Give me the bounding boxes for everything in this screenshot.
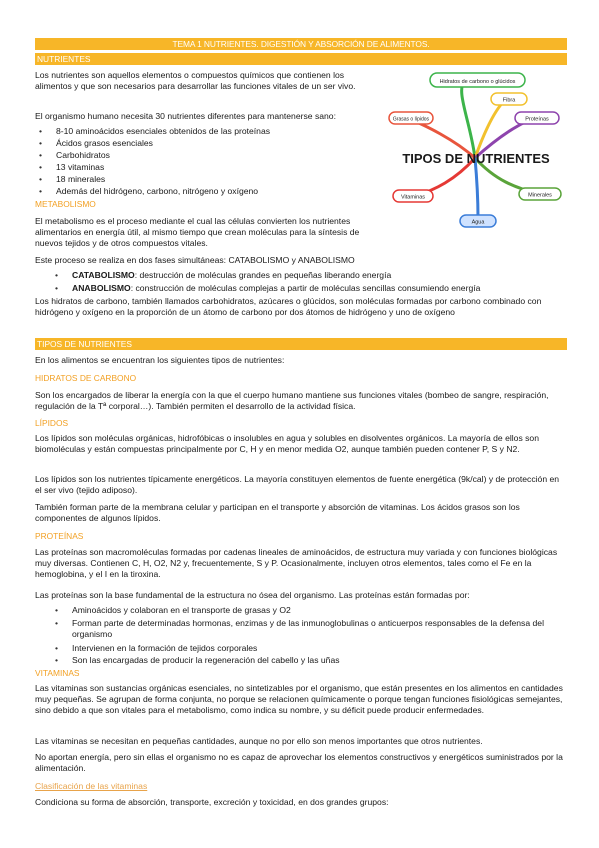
paragraph-vitaminas-3: No aportan energía, pero sin ellas el organismo no es capaz de aprovechar los elementos constructivos y energéticos suministrados por la alimentación. <box>35 752 563 773</box>
subheading-lipidos: LÍPIDOS <box>35 418 69 428</box>
diagram-center-title: TIPOS DE NUTRIENTES <box>402 151 550 166</box>
subheading-metabolismo: METABOLISMO <box>35 199 96 209</box>
paragraph-lipidos-1: Los lípidos son moléculas orgánicas, hidrofóbicas o insolubles en agua y solubles en disolventes orgánicos. La mayoría de ellos son biomoléculas y están compuestas principalmente por C, H y en menor medida O2, aunque también pueden contener P, S y N2. <box>35 433 539 454</box>
list-item: • 8-10 aminoácidos esenciales obtenidos de las proteínas <box>56 126 270 137</box>
paragraph-hidratos: Son los encargados de liberar la energía con la que el cuerpo humano mantiene sus funciones vitales (bombeo de sangre, respiración, regulación de la Tª corporal…). También permiten el desarrollo de la actividad física. <box>35 390 549 411</box>
list-item: • Carbohidratos <box>56 150 110 161</box>
list-item: • Aminoácidos y colaboran en el transporte de grasas y O2 <box>72 605 552 616</box>
node-minerales-label: Minerales <box>528 192 552 199</box>
subheading-proteinas: PROTEÍNAS <box>35 531 84 541</box>
list-item: • 18 minerales <box>56 174 105 185</box>
list-item: • Ácidos grasos esenciales <box>56 138 153 149</box>
list-item: • Intervienen en la formación de tejidos corporales <box>72 643 552 654</box>
node-proteinas-label: Proteínas <box>525 116 549 123</box>
paragraph-lipidos-2: Los lípidos son los nutrientes típicamente energéticos. La mayoría constituyen elementos de fuente energética (9k/cal) y de protección en el ser vivo (tejido adiposo). <box>35 474 560 495</box>
document-title: TEMA 1 NUTRIENTES. DIGESTIÓN Y ABSORCIÓN DE ALIMENTOS. <box>35 38 567 50</box>
paragraph-clasificacion: Condiciona su forma de absorción, transporte, excreción y toxicidad, en dos grandes grupos: <box>35 797 389 807</box>
list-item: • Forman parte de determinadas hormonas, enzimas y de las inmunoglobulinas o anticuerpos responsables de la defensa del organismo <box>72 618 552 640</box>
paragraph-lipidos-3: También forman parte de la membrana celular y participan en el transporte y absorción de vitaminas. Los ácidos grasos son los componentes de algunos lípidos. <box>35 502 520 523</box>
section-nutrientes: NUTRIENTES <box>35 53 567 65</box>
list-item: • Son las encargadas de producir la regeneración del cabello y las uñas <box>72 655 552 666</box>
node-grasas-label: Grasas o lípidos <box>392 116 430 123</box>
list-item: • 13 vitaminas <box>56 162 104 173</box>
list-item-catabolismo: • CATABOLISMO: destrucción de moléculas grandes en pequeñas liberando energía <box>72 270 552 281</box>
subheading-hidratos: HIDRATOS DE CARBONO <box>35 373 137 383</box>
paragraph-hidratos-def: Los hidratos de carbono, también llamados carbohidratos, azúcares o glúcidos, son moléculas formadas por carbono combinado con hidrógeno y oxígeno en la proporción de un átomo de carbono por dos átomos de hidrógeno y uno de oxígeno <box>35 296 542 317</box>
paragraph-nutrientes-def: Los nutrientes son aquellos elementos o compuestos químicos que contienen los alimentos y que son necesarios para desarrollar las funciones vitales de un ser vivo. <box>35 70 356 91</box>
paragraph-proteinas-1: Las proteínas son macromoléculas formadas por cadenas lineales de aminoácidos, de estructura muy variada y con funciones biológicas muy diversas. Contienen C, H, O2, N2 y, frecuentemente, S y P. Ocasionalmente, incluyen otros elementos, tales como el Fe en la hemoglobina, y el I en la tiroxina. <box>35 547 558 579</box>
node-agua-label: Agua <box>471 219 485 226</box>
paragraph-fases: Este proceso se realiza en dos fases simultáneas: CATABOLISMO y ANABOLISMO <box>35 255 355 265</box>
node-vitaminas-label: Vitaminas <box>400 194 426 201</box>
list-item-anabolismo: • ANABOLISMO: construcción de moléculas complejas a partir de moléculas sencillas consumiendo energía <box>72 283 552 294</box>
link-clasificacion-vitaminas[interactable]: Clasificación de las vitaminas <box>35 781 148 791</box>
nutrient-types-diagram <box>385 70 567 228</box>
paragraph-tipos-intro: En los alimentos se encuentran los siguientes tipos de nutrientes: <box>35 355 285 365</box>
section-tipos-nutrientes: TIPOS DE NUTRIENTES <box>35 338 567 350</box>
node-fibra-label: Fibra <box>502 97 516 104</box>
paragraph-30-nutrientes: El organismo humano necesita 30 nutrientes diferentes para mantenerse sano: <box>35 111 336 121</box>
paragraph-vitaminas-1: Las vitaminas son sustancias orgánicas esenciales, no sintetizables por el organismo, que están presentes en los alimentos en cantidades muy pequeñas. Se agrupan de forma conjunta, no porque se relacionen químicamente o porque tengan funciones fisiológicas semejantes, sino debido a que son vitales para el metabolismo, como indica su nombre, y su déficit puede producir enfermedades. <box>35 683 563 715</box>
list-item: • Además del hidrógeno, carbono, nitrógeno y oxígeno <box>56 186 258 197</box>
subheading-vitaminas: VITAMINAS <box>35 668 80 678</box>
node-hidratos-label: Hidratos de carbono o glúcidos <box>439 79 516 85</box>
paragraph-metabolismo: El metabolismo es el proceso mediante el cual las células convierten los nutrientes alimentarios en energía útil, al mismo tiempo que crean moléculas para la síntesis de nuevos tejidos y de otros compuestos vitales. <box>35 216 360 248</box>
paragraph-vitaminas-2: Las vitaminas se necesitan en pequeñas cantidades, aunque no por ello son menos importantes que otros nutrientes. <box>35 736 483 746</box>
paragraph-proteinas-2: Las proteínas son la base fundamental de la estructura no ósea del organismo. Las proteínas están formadas por: <box>35 590 470 600</box>
